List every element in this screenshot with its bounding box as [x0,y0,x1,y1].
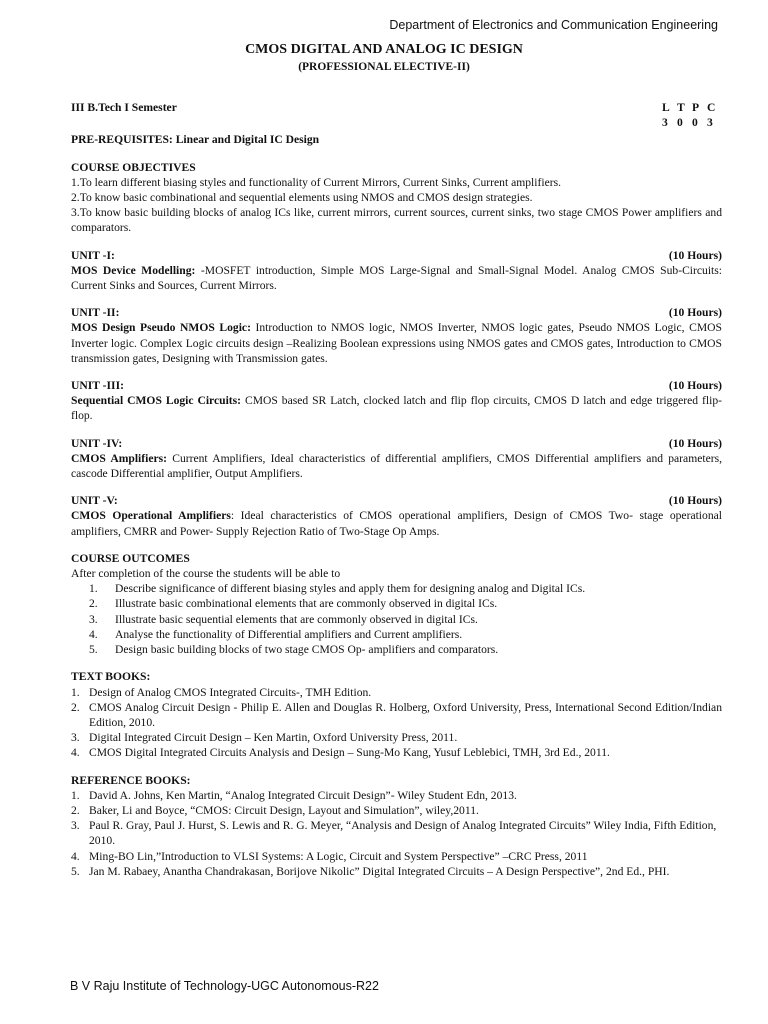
references-list [71,788,722,879]
unit-text: Current Amplifiers, Ideal characteristics of differential amplifiers, CMOS Differential amplifiers and parameters, cascode Differential amplifier, Output Amplifiers. [71,451,722,481]
ltpc-value: 3 [662,116,668,130]
prerequisites: PRE-REQUISITES: Linear and Digital IC Design [71,133,320,147]
document-body [71,100,722,879]
ltpc-label: P [692,101,700,114]
unit-content [71,508,722,538]
list-text: Describe significance of different biasing styles and apply them for designing analog and Digital ICs. [115,582,586,596]
unit-label: UNIT -II: [71,306,120,320]
outcomes-heading: COURSE OUTCOMES [71,551,190,565]
list-number: 5. [71,864,80,878]
ltpc-label: T [677,101,685,114]
list-item [71,803,722,818]
list-number: 4. [71,849,80,863]
list-number: 4. [71,746,80,760]
textbooks-heading: TEXT BOOKS: [71,670,151,684]
list-item [71,700,722,730]
unit-hours: (10 Hours) [668,494,722,508]
unit-header [71,436,722,451]
list-text: Design of Analog CMOS Integrated Circuits-, TMH Edition. [89,685,372,699]
ltpc-value: 0 [692,116,698,130]
list-text: Analyse the functionality of Differential amplifiers and Current amplifiers. [115,627,463,641]
unit-header [71,378,722,393]
unit-text: CMOS based SR Latch, clocked latch and flip flop circuits, CMOS D latch and edge triggered flip-flop. [71,394,722,423]
unit-header [71,493,722,508]
unit-hours: (10 Hours) [668,436,722,450]
list-number: 3. [71,731,80,745]
unit-header [71,305,722,320]
ltpc-label: C [707,101,716,114]
list-item [71,642,722,657]
list-number: 3. [89,612,98,626]
list-text: Digital Integrated Circuit Design – Ken Martin, Oxford University Press, 2011. [89,731,458,745]
unit-label: UNIT -I: [71,248,115,262]
list-number: 1. [89,582,98,596]
unit-content [71,263,722,293]
list-item [71,685,722,700]
textbooks-list [71,685,722,761]
ltpc-values [662,115,722,130]
textbooks-section [71,669,722,760]
list-number: 1. [71,685,80,699]
objective-item: 1.To learn different biasing styles and functionality of Current Mirrors, Current Sinks, Current amplifiers. [71,175,561,189]
unit-topic: MOS Design Pseudo NMOS Logic: [71,321,251,335]
list-item [71,612,722,627]
list-number: 4. [89,627,98,641]
page-footer: B V Raju Institute of Technology-UGC Autonomous-R22 [70,979,379,993]
list-text: Jan M. Rabaey, Anantha Chandrakasan, Borijove Nikolic” Digital Integrated Circuits – A Design Perspective”, 2nd Ed., PHI. [89,864,670,878]
list-text: David A. Johns, Ken Martin, “Analog Integrated Circuit Design”- Wiley Student Edn, 2013. [89,788,517,802]
list-number: 5. [89,643,98,657]
list-text: Design basic building blocks of two stage CMOS Op- amplifiers and comparators. [115,643,499,657]
unit-hours: (10 Hours) [668,306,722,320]
unit-content [71,451,722,481]
list-item [71,627,722,642]
references-heading: REFERENCE BOOKS: [71,773,191,787]
course-subtitle: (PROFESSIONAL ELECTIVE-II) [298,61,470,73]
outcomes-intro: After completion of the course the students will be able to [71,567,341,581]
unit-text: Introduction to NMOS logic, NMOS Inverter, NMOS logic gates, Pseudo NMOS Logic, CMOS Inverter logic. Complex Logic circuits design –Realizing Boolean expressions using NMOS gates and CMOS gates, Introduction to CMOS transmission gates, Designing with Transmission gates. [71,321,722,365]
course-title: CMOS DIGITAL AND ANALOG IC DESIGN [245,42,523,57]
unit-section [71,493,722,539]
list-text: Ming-BO Lin,”Introduction to VLSI Systems: A Logic, Circuit and System Perspective” –CRC Press, 2011 [89,849,588,863]
unit-label: UNIT -V: [71,494,118,508]
outcomes-section [71,551,722,657]
semester-row [71,100,722,130]
unit-section [71,378,722,424]
list-number: 2. [71,700,80,714]
objective-item: 3.To know basic building blocks of analog ICs like, current mirrors, current sources, current sinks, two stage CMOS Power amplifiers and comparators. [71,206,722,235]
unit-topic: CMOS Operational Amplifiers [71,509,231,523]
list-number: 1. [71,788,80,802]
list-item [71,596,722,611]
unit-section [71,305,722,366]
objective-item: 2.To know basic combinational and sequential elements using NMOS and CMOS design strategies. [71,191,533,205]
list-text: Illustrate basic combinational elements that are commonly observed in digital ICs. [115,597,498,611]
unit-text: -MOSFET introduction, Simple MOS Large-Signal and Small-Signal Model. Analog CMOS Sub-Circuits: Current Sinks and Sources, Current Mirrors. [71,263,723,293]
list-item [71,864,722,879]
semester-label: III B.Tech I Semester [71,101,177,114]
unit-section [71,248,722,294]
ltpc-labels [662,100,722,115]
list-text: Baker, Li and Boyce, “CMOS: Circuit Design, Layout and Simulation”, wiley,2011. [89,803,479,817]
unit-hours: (10 Hours) [668,248,722,262]
list-item [71,745,722,760]
ltpc-value: 3 [707,116,713,130]
list-item [71,849,722,864]
unit-text: : Ideal characteristics of CMOS operational amplifiers, Design of CMOS Two- stage operational amplifiers, CMRR and Power- Supply Rejection Ratio of Two-Stage Op Amps. [71,509,722,538]
unit-hours: (10 Hours) [668,379,722,393]
unit-header [71,248,722,263]
list-item [71,788,722,803]
unit-topic: MOS Device Modelling: [71,263,196,277]
unit-topic: CMOS Amplifiers: [71,451,168,465]
ltpc-value: 0 [677,116,683,130]
list-text: CMOS Digital Integrated Circuits Analysis and Design – Sung-Mo Kang, Yusuf Leblebici, TMH, 3rd Ed., 2011. [89,746,610,760]
unit-label: UNIT -III: [71,379,124,393]
objectives-section [71,160,722,236]
list-text: Illustrate basic sequential elements that are commonly observed in digital ICs. [115,612,478,626]
list-item [71,581,722,596]
unit-section [71,436,722,482]
list-text: Paul R. Gray, Paul J. Hurst, S. Lewis and R. G. Meyer, “Analysis and Design of Analog Integrated Circuits” Wiley India, Fifth Edition, 2010. [89,819,717,848]
unit-content [71,320,722,366]
list-number: 2. [89,597,98,611]
department-header: Department of Electronics and Communication Engineering [389,18,718,32]
ltpc-table [662,100,722,130]
references-section [71,773,722,879]
unit-content [71,393,722,423]
list-number: 3. [71,819,80,833]
list-number: 2. [71,803,80,817]
list-text: CMOS Analog Circuit Design - Philip E. Allen and Douglas R. Holberg, Oxford University, Press, International Second Edition/Indian Edition, 2010. [89,700,722,729]
outcomes-list [71,581,722,657]
unit-label: UNIT -IV: [71,436,123,450]
objectives-heading: COURSE OBJECTIVES [71,160,196,174]
unit-topic: Sequential CMOS Logic Circuits: [71,394,242,408]
list-item [71,730,722,745]
list-item [71,818,722,848]
ltpc-label: L [662,101,670,114]
